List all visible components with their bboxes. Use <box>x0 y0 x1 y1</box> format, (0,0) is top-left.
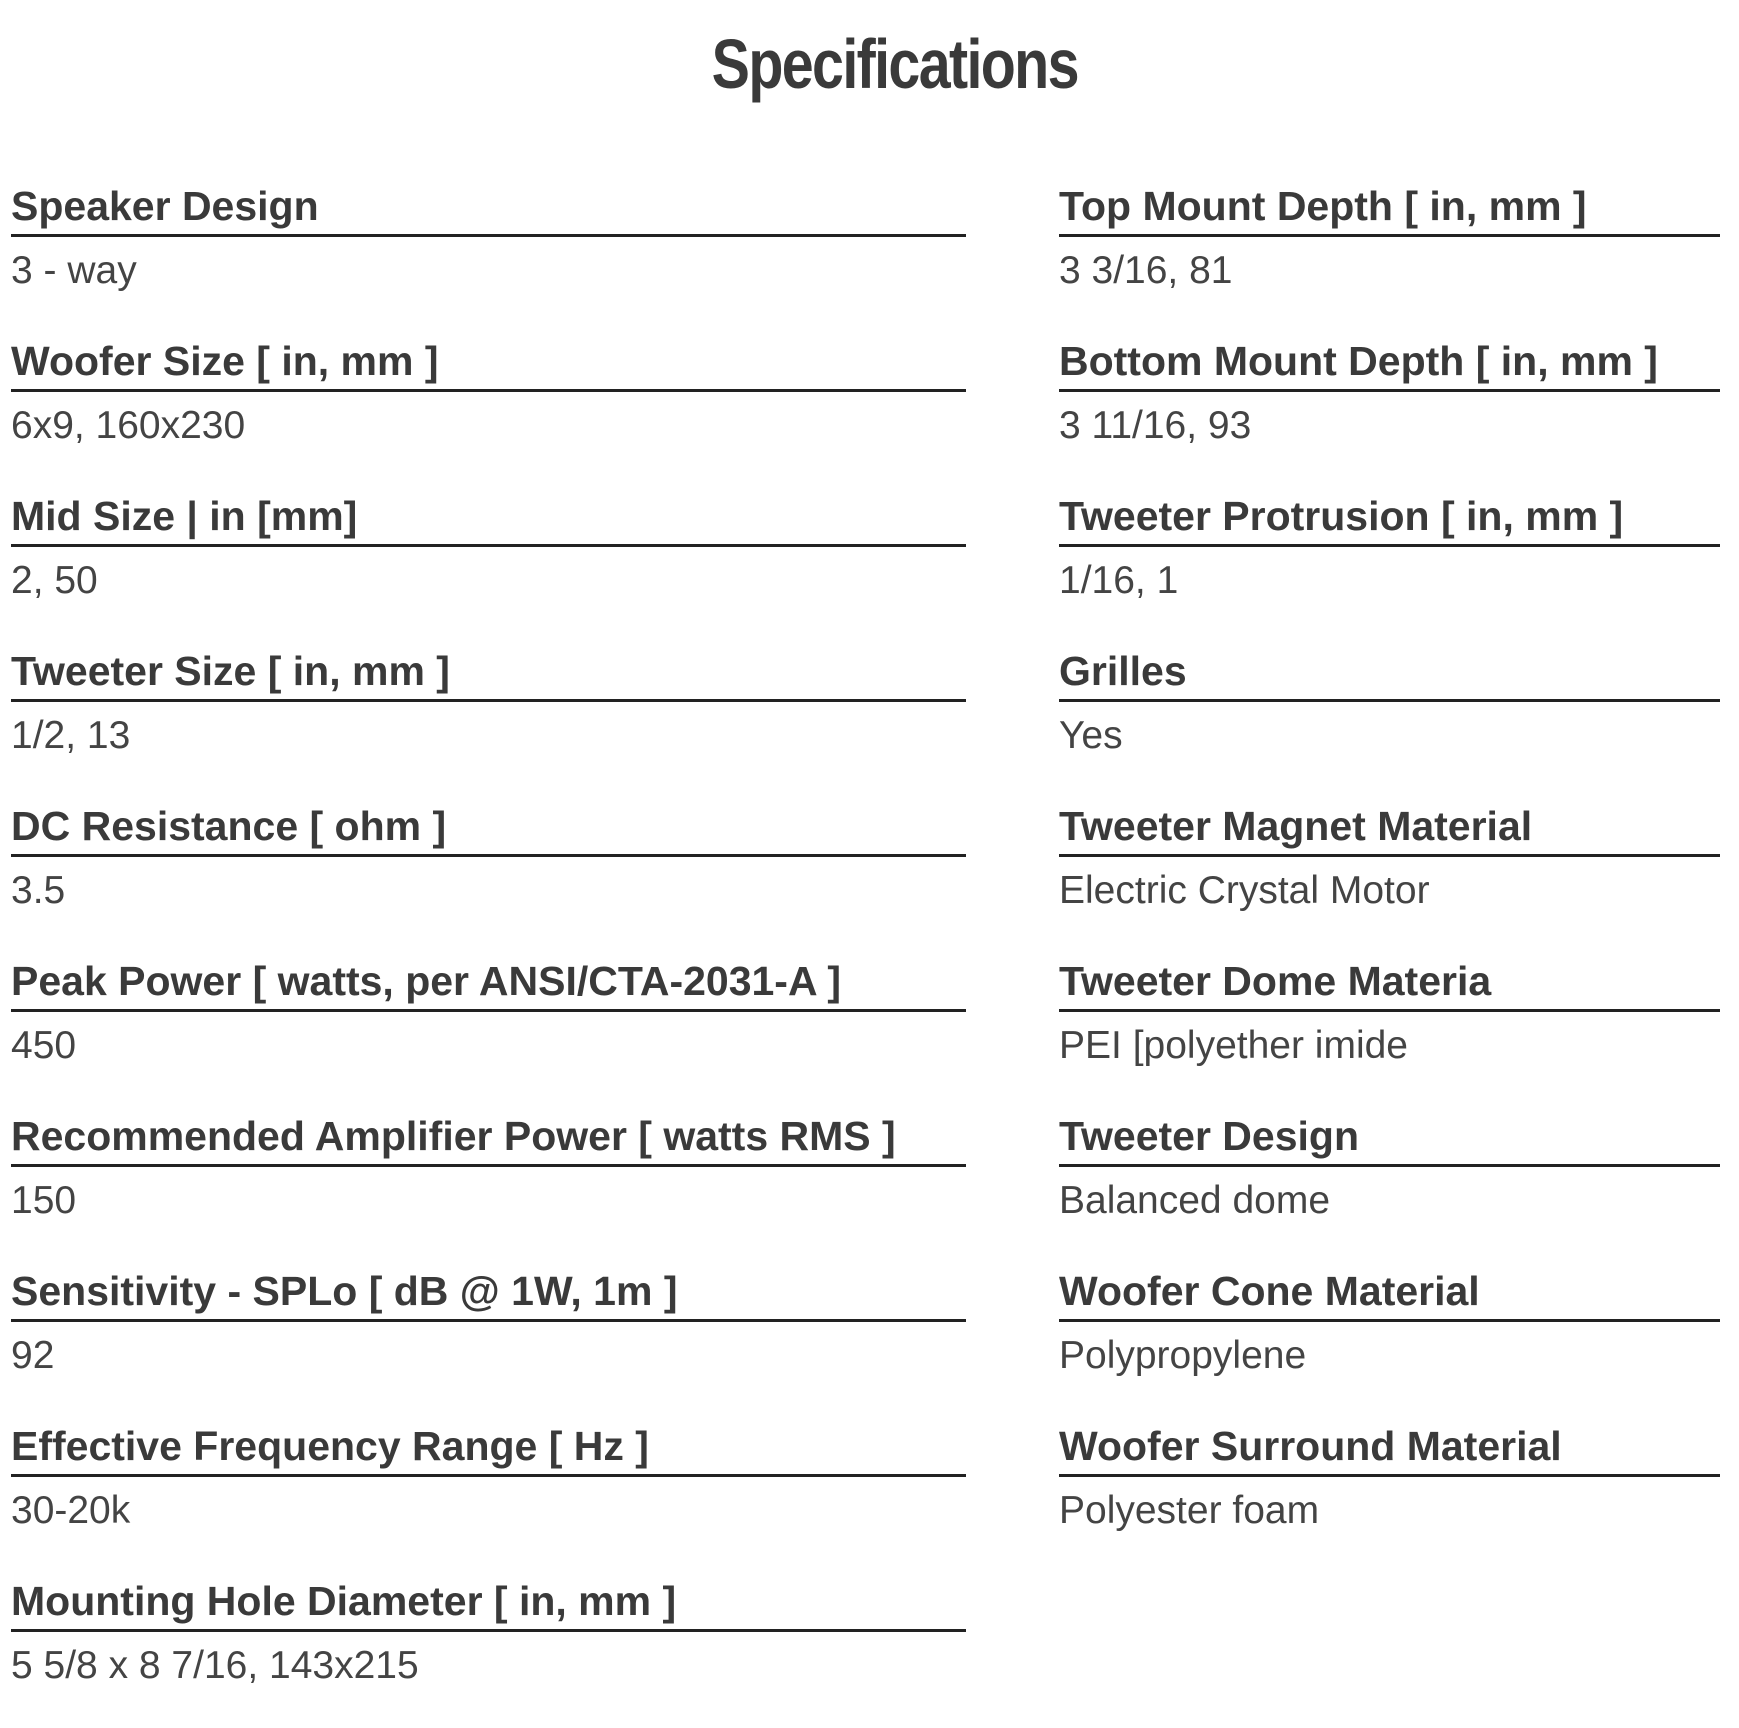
spec-label: Tweeter Protrusion [ in, mm ] <box>1059 488 1720 547</box>
spec-tweeter-design <box>1059 1108 1720 1263</box>
spec-label: Effective Frequency Range [ Hz ] <box>11 1418 966 1477</box>
spec-peak-power <box>11 953 966 1108</box>
spec-value: 150 <box>11 1179 77 1222</box>
spec-top-mount-depth <box>1059 178 1720 333</box>
spec-value: 1/2, 13 <box>11 714 131 757</box>
spec-value: 3 3/16, 81 <box>1059 249 1233 292</box>
spec-value: 450 <box>11 1024 77 1067</box>
spec-value: PEI [polyether imide <box>1059 1024 1409 1067</box>
spec-column-left <box>11 178 966 1728</box>
spec-value: Electric Crystal Motor <box>1059 869 1430 912</box>
spec-tweeter-protrusion <box>1059 488 1720 643</box>
spec-value: 1/16, 1 <box>1059 559 1179 602</box>
spec-column-right <box>1059 178 1720 1573</box>
spec-sensitivity <box>11 1263 966 1418</box>
spec-label: Speaker Design <box>11 178 966 237</box>
spec-label: Tweeter Design <box>1059 1108 1720 1167</box>
spec-tweeter-dome-material <box>1059 953 1720 1108</box>
spec-value: 2, 50 <box>11 559 98 602</box>
spec-label: Sensitivity - SPLo [ dB @ 1W, 1m ] <box>11 1263 966 1322</box>
spec-label: Bottom Mount Depth [ in, mm ] <box>1059 333 1720 392</box>
spec-label: Woofer Surround Material <box>1059 1418 1720 1477</box>
spec-tweeter-magnet-material <box>1059 798 1720 953</box>
spec-label: Tweeter Dome Materia <box>1059 953 1720 1012</box>
spec-label: Woofer Size [ in, mm ] <box>11 333 966 392</box>
spec-value: 3.5 <box>11 869 66 912</box>
spec-label: Woofer Cone Material <box>1059 1263 1720 1322</box>
page-title: Specifications <box>711 25 1078 103</box>
spec-value: 3 11/16, 93 <box>1059 404 1252 447</box>
spec-mounting-hole-diameter <box>11 1573 966 1728</box>
spec-value: Balanced dome <box>1059 1179 1331 1222</box>
spec-dc-resistance <box>11 798 966 953</box>
spec-label: Peak Power [ watts, per ANSI/CTA-2031-A ] <box>11 953 966 1012</box>
spec-bottom-mount-depth <box>1059 333 1720 488</box>
spec-woofer-size <box>11 333 966 488</box>
spec-value: Polypropylene <box>1059 1334 1307 1377</box>
spec-value: 92 <box>11 1334 55 1377</box>
spec-label: Grilles <box>1059 643 1720 702</box>
spec-mid-size <box>11 488 966 643</box>
spec-value: 6x9, 160x230 <box>11 404 246 447</box>
spec-label: Mid Size | in [mm] <box>11 488 966 547</box>
spec-label: Tweeter Size [ in, mm ] <box>11 643 966 702</box>
spec-value: 3 - way <box>11 249 137 292</box>
spec-value: 30-20k <box>11 1489 131 1532</box>
spec-value: Polyester foam <box>1059 1489 1320 1532</box>
spec-label: Tweeter Magnet Material <box>1059 798 1720 857</box>
spec-value: Yes <box>1059 714 1123 757</box>
spec-label: Mounting Hole Diameter [ in, mm ] <box>11 1573 966 1632</box>
spec-label: DC Resistance [ ohm ] <box>11 798 966 857</box>
spec-label: Recommended Amplifier Power [ watts RMS ] <box>11 1108 966 1167</box>
spec-woofer-surround-material <box>1059 1418 1720 1573</box>
spec-grilles <box>1059 643 1720 798</box>
spec-recommended-amplifier-power <box>11 1108 966 1263</box>
spec-frequency-range <box>11 1418 966 1573</box>
spec-label: Top Mount Depth [ in, mm ] <box>1059 178 1720 237</box>
spec-value: 5 5/8 x 8 7/16, 143x215 <box>11 1644 419 1687</box>
spec-speaker-design <box>11 178 966 333</box>
spec-woofer-cone-material <box>1059 1263 1720 1418</box>
spec-tweeter-size <box>11 643 966 798</box>
